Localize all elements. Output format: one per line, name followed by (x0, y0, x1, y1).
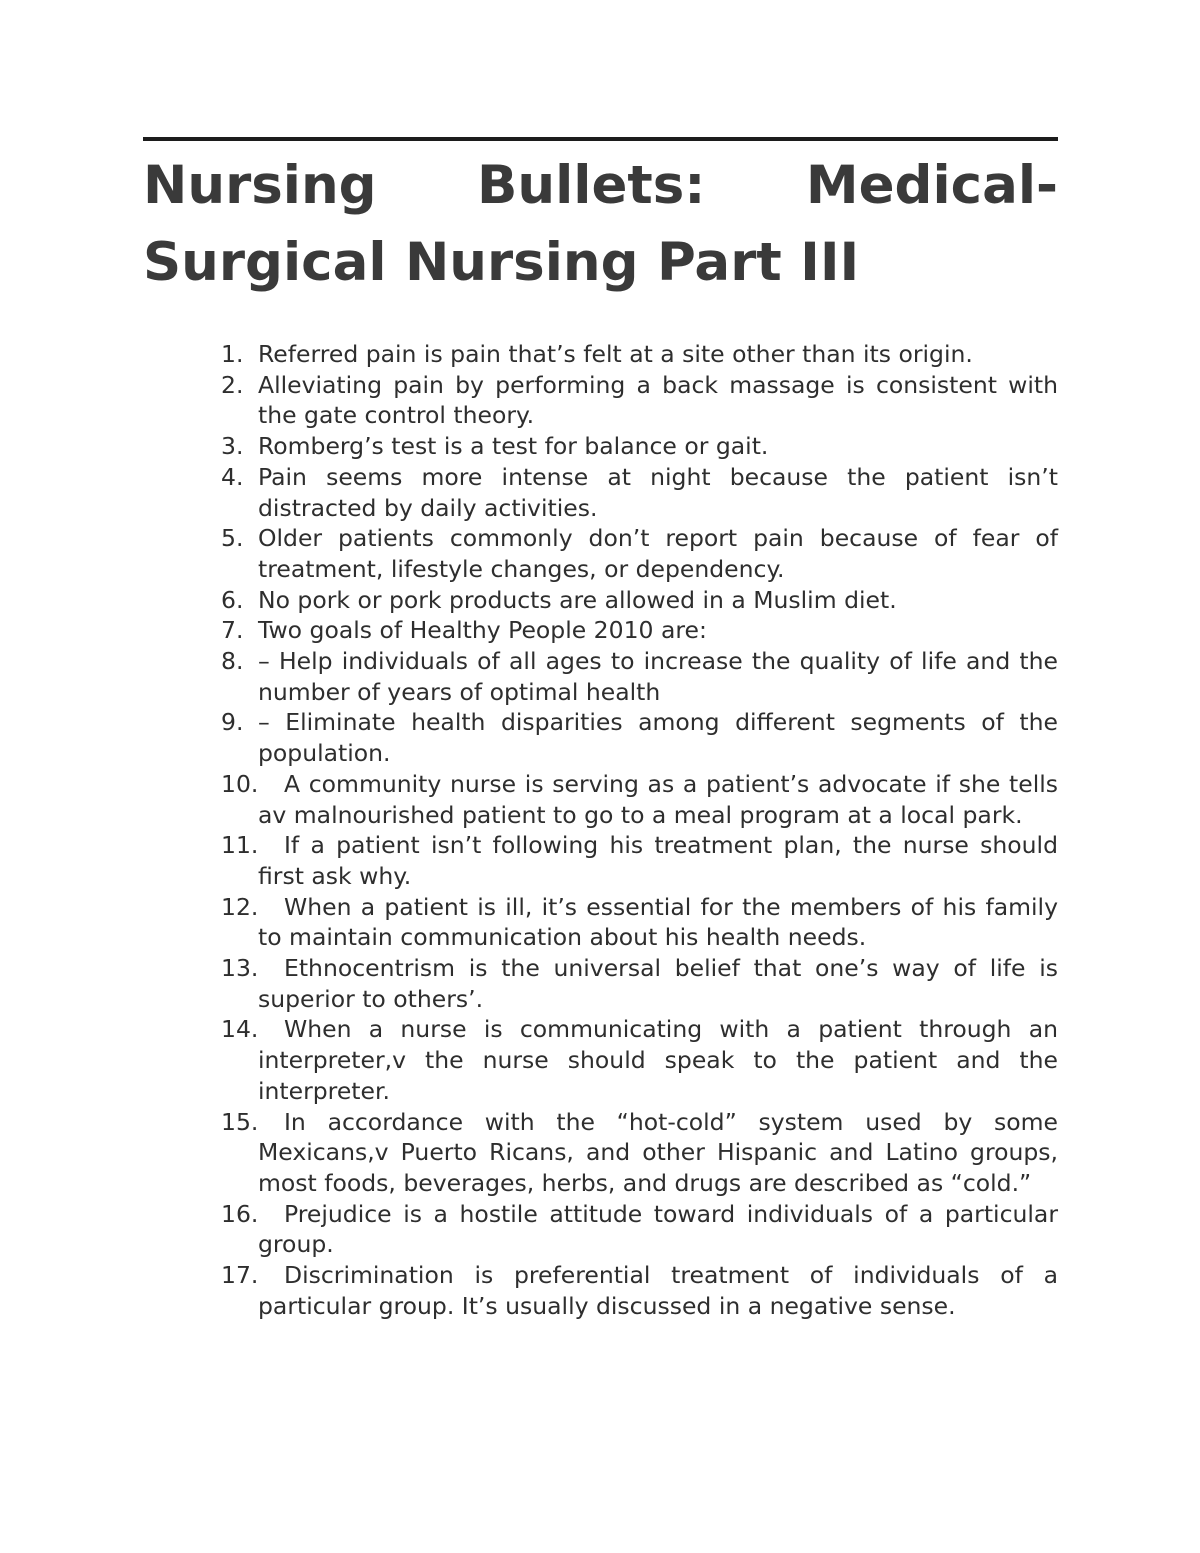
list-item-text: Referred pain is pain that’s felt at a site other than its origin. (258, 340, 973, 368)
list-item-number: 8. (221, 647, 244, 676)
list-item-number: 17. (221, 1261, 259, 1290)
list-item-number: 13. (221, 954, 259, 983)
list-item (143, 523, 1058, 584)
list-item-number: 5. (221, 524, 244, 553)
list-item-text: Two goals of Healthy People 2010 are: (258, 616, 707, 645)
list-item-number: 14. (221, 1015, 259, 1044)
list-item-number: 15. (221, 1107, 259, 1136)
list-item-number: 2. (221, 370, 244, 399)
list-item (143, 646, 1058, 707)
list-item-text: Alleviating pain by performing a back massage is consistent with the gate control theory. (258, 370, 1058, 430)
list-item-number: 16. (221, 1199, 259, 1228)
list-item-text: Prejudice is a hostile attitude toward individuals of a particular group. (258, 1199, 1058, 1259)
list-item (143, 431, 1058, 462)
list-item (143, 585, 1058, 616)
document-page (143, 137, 1058, 1322)
list-item (143, 1260, 1058, 1321)
list-item (143, 370, 1058, 431)
list-item (143, 339, 1058, 370)
list-item (143, 1107, 1058, 1199)
list-item-number: 3. (221, 432, 244, 461)
list-item-text: When a patient is ill, it’s essential for the members of his family to maintain communication about his health needs. (258, 892, 1058, 952)
list-item-text: No pork or pork products are allowed in a Muslim diet. (258, 585, 897, 614)
list-item (143, 830, 1058, 891)
list-item-number: 7. (221, 616, 244, 645)
list-item (143, 769, 1058, 830)
list-item-text: If a patient isn’t following his treatment plan, the nurse should first ask why. (258, 831, 1058, 890)
bullet-list (143, 339, 1058, 1322)
list-item-number: 12. (221, 892, 259, 921)
list-item-text: Pain seems more intense at night because the patient isn’t distracted by daily activities. (258, 462, 1058, 522)
title-line-2: Surgical Nursing Part III (143, 232, 860, 293)
list-item (143, 892, 1058, 953)
list-item (143, 615, 1058, 646)
list-item-text: Discrimination is preferential treatment of individuals of a particular group. It’s usually discussed in a negative sense. (258, 1261, 1058, 1320)
list-item-number: 11. (221, 831, 259, 860)
list-item-text: – Eliminate health disparities among different segments of the population. (258, 708, 1058, 768)
list-item-text: Older patients commonly don’t report pain because of fear of treatment, lifestyle changes, or dependency. (258, 524, 1058, 583)
list-item (143, 707, 1058, 768)
list-item (143, 953, 1058, 1014)
page-title (143, 141, 1058, 301)
list-item-number: 9. (221, 708, 244, 737)
list-item-number: 6. (221, 585, 244, 614)
list-item-text: Ethnocentrism is the universal belief that one’s way of life is superior to others’. (258, 954, 1058, 1013)
list-item-text: – Help individuals of all ages to increase the quality of life and the number of years of optimal health (258, 647, 1058, 706)
list-item (143, 462, 1058, 523)
title-line-1: Nursing Bullets: Medical- (143, 155, 1058, 216)
list-item-text: Romberg’s test is a test for balance or gait. (258, 432, 769, 461)
list-item-text: A community nurse is serving as a patient’s advocate if she tells av malnourished patient to go to a meal program at a local park. (258, 769, 1058, 829)
list-item-number: 4. (221, 462, 244, 491)
list-item-text: When a nurse is communicating with a patient through an interpreter,v the nurse should speak to the patient and the interpreter. (258, 1015, 1058, 1105)
list-item-number: 10. (221, 769, 259, 798)
list-item (143, 1014, 1058, 1106)
list-item (143, 1199, 1058, 1260)
list-item-number: 1. (221, 340, 244, 368)
list-item-text: In accordance with the “hot-cold” system used by some Mexicans,v Puerto Ricans, and other Hispanic and Latino groups, most foods, beverages, herbs, and drugs are described as “cold.” (258, 1107, 1058, 1197)
